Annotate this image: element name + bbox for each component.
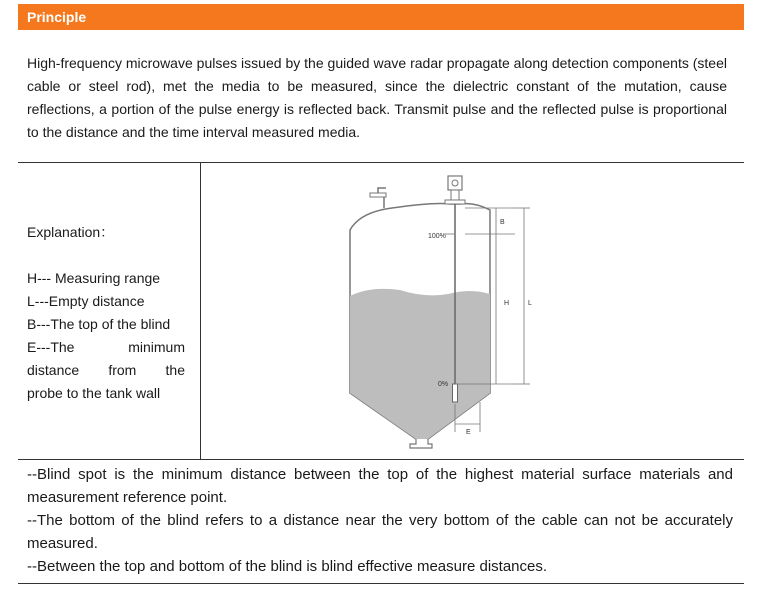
legend-e-word: from [108,362,137,378]
legend-e-line2 [27,359,185,382]
radar-neck [451,190,459,200]
section-header [18,4,744,30]
legend-e-word: distance [27,362,80,378]
table-column-divider [200,162,201,460]
explanation-title: Explanation： [27,224,115,240]
label-e: E [466,429,471,436]
label-0: 0% [438,381,449,388]
label-h: H [504,300,510,307]
tank-diagram [330,168,550,453]
label-b: B [500,219,505,226]
legend-e-line1 [27,336,185,359]
explanation-legend [27,267,185,405]
radar-head [448,176,462,190]
legend-e-word: the [165,362,185,378]
inlet-pipe [372,188,386,208]
label-l: L [528,300,532,307]
table-top-border [18,162,744,163]
notes-bottom-border [18,583,744,584]
legend-e-word: E---The [27,339,75,355]
legend-l: L---Empty distance [27,293,145,309]
note-2: --The bottom of the blind refers to a distance near the very bottom of the cable can not be accurately measured. [27,512,733,552]
legend-e-line3: probe to the tank wall [27,385,161,401]
note-3: --Between the top and bottom of the blind is blind effective measure distances. [27,558,548,575]
legend-h: H--- Measuring range [27,270,161,286]
legend-b: B---The top of the blind [27,316,171,332]
table-bottom-border [18,459,744,460]
intro-paragraph: High-frequency microwave pulses issued by the guided wave radar propagate along detection components (steel cable or steel rod), met the media to be measured, since the dielectric constant of the mutation, cause reflections, a portion of the pulse energy is reflected back. Transmit pulse and the reflected pulse is proportional to the distance and the time interval measured media. [27,55,727,140]
inlet-flange [370,193,386,197]
note-1: --Blind spot is the minimum distance between the top of the highest material surface materials and measurement reference point. [27,466,733,506]
material-fill [350,289,490,439]
section-title: Principle [27,9,87,25]
radar-flange [445,200,465,204]
probe-weight [453,384,458,402]
notes [27,463,733,578]
label-100: 100% [428,233,446,240]
legend-e-word: minimum [128,339,185,355]
bottom-outlet [410,439,432,448]
